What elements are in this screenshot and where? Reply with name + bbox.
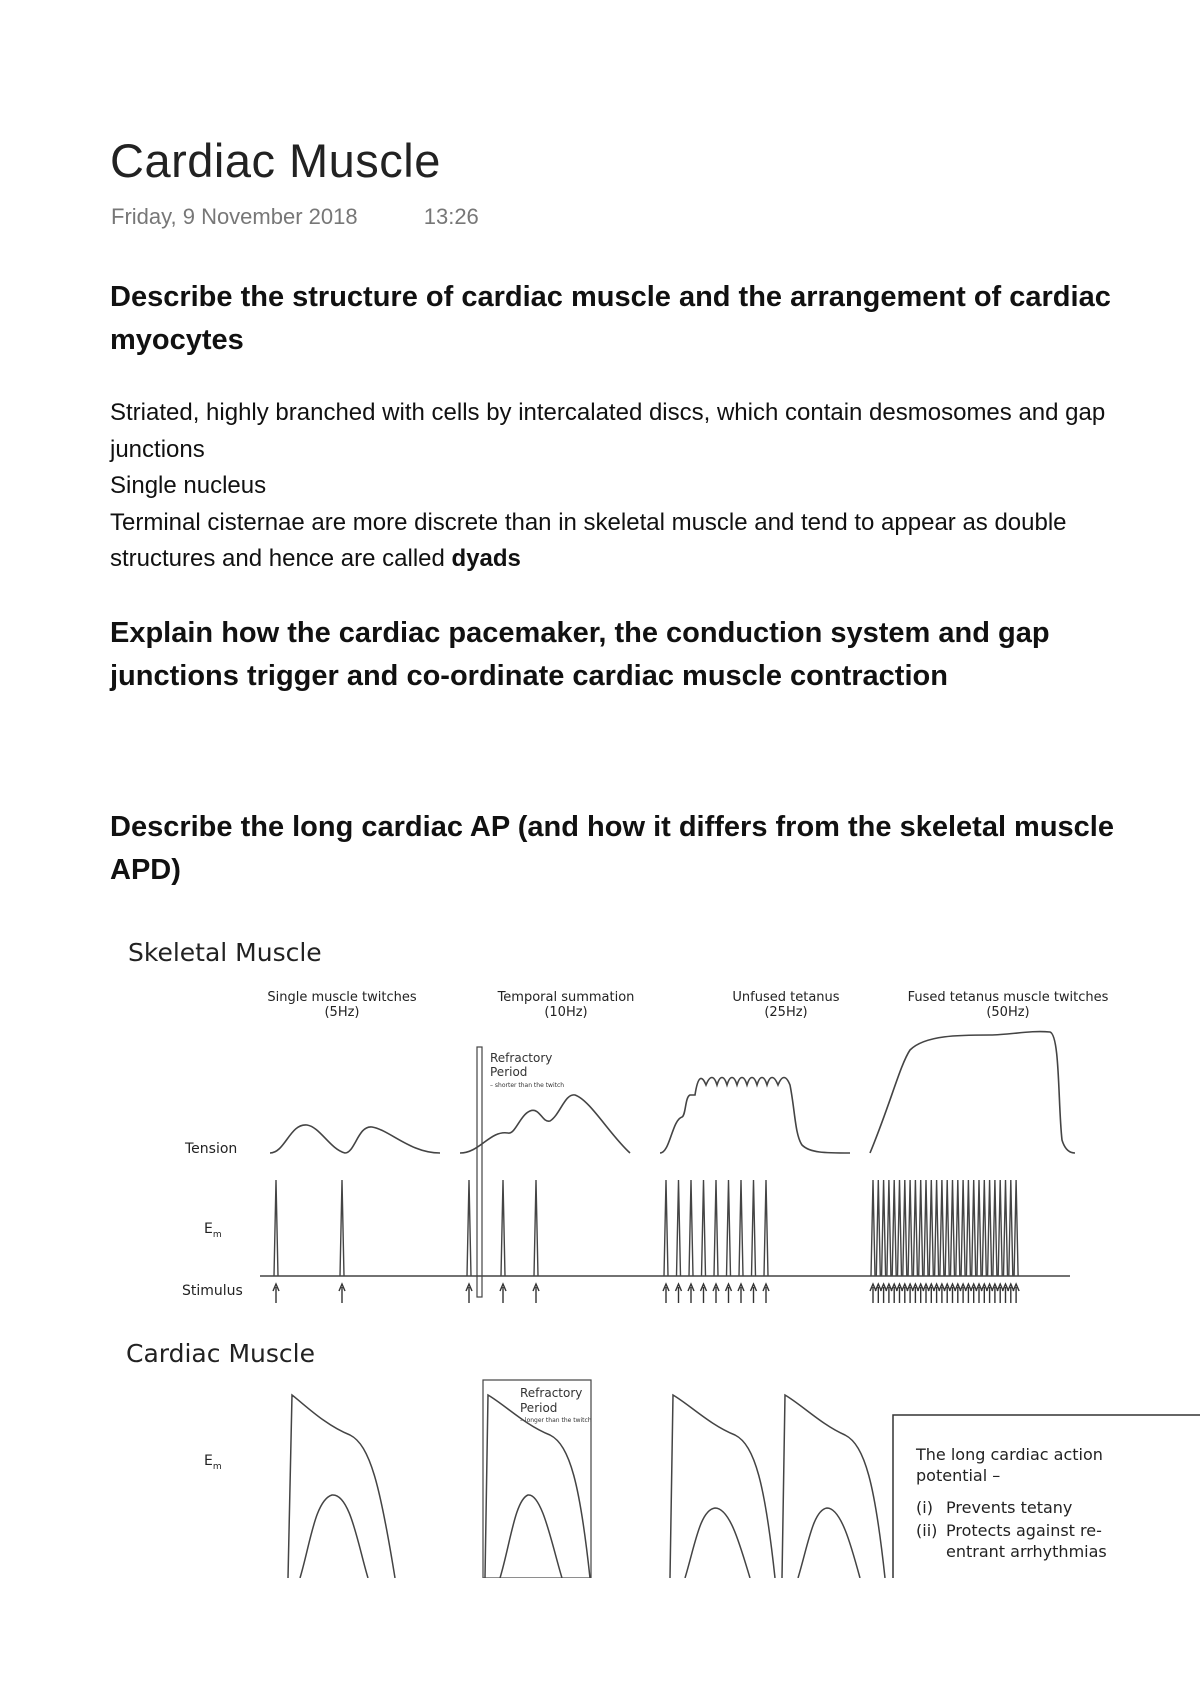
em-letter: E [204, 1221, 213, 1237]
row-label-tension: Tension [185, 1141, 238, 1157]
stimulus-arrow [987, 1284, 993, 1303]
col-title: Single muscle twitches [267, 990, 417, 1005]
note-box-item: Prevents tetany [946, 1498, 1073, 1517]
stimulus-arrow [897, 1284, 903, 1303]
stimulus-arrow [976, 1284, 982, 1303]
note-box-item: entrant arrhythmias [946, 1542, 1107, 1561]
stimulus-arrow [881, 1284, 887, 1303]
stimulus-arrow [870, 1284, 876, 1303]
em-spike [876, 1180, 880, 1276]
em-spike [940, 1180, 944, 1276]
tension-curve-single-twitch [270, 1125, 440, 1153]
stimulus-arrow [923, 1284, 929, 1303]
em-spike [977, 1180, 981, 1276]
em-spike [951, 1180, 955, 1276]
stimulus-arrow [701, 1284, 707, 1303]
skeletal-refractory-box [477, 1047, 482, 1297]
col-freq: (25Hz) [764, 1005, 808, 1020]
structure-notes [110, 395, 1150, 578]
cardiac-ap-curve [782, 1395, 885, 1578]
skeletal-refractory-label: Refractory [490, 1051, 553, 1065]
stimulus-arrow [1008, 1284, 1014, 1303]
em-spike [972, 1180, 976, 1276]
cardiac-twitch-curve [500, 1495, 562, 1578]
stimulus-arrow [886, 1284, 892, 1303]
em-spike [871, 1180, 875, 1276]
em-spike [340, 1180, 344, 1276]
em-spike [988, 1180, 992, 1276]
em-spike [966, 1180, 970, 1276]
skeletal-refractory-note: – shorter than the twitch [490, 1082, 565, 1089]
note-box-line: The long cardiac action [916, 1445, 1103, 1464]
em-spike [467, 1180, 471, 1276]
skeletal-refractory-label: Period [490, 1065, 528, 1079]
em-spike [919, 1180, 923, 1276]
em-spike [1009, 1180, 1013, 1276]
em-spike [924, 1180, 928, 1276]
stimulus-arrow [992, 1284, 998, 1303]
stimulus-arrow [726, 1284, 732, 1303]
note-line: Striated, highly branched with cells by intercalated discs, which contain desmosomes and gap junctions [110, 399, 1106, 463]
cardiac-refractory-label: Period [520, 1401, 558, 1415]
section-heading-structure: Describe the structure of cardiac muscle and the arrangement of cardiac myocytes [110, 281, 1111, 356]
stimulus-arrow [500, 1284, 506, 1303]
cardiac-twitch-curve [798, 1508, 860, 1578]
tension-curve-summation [460, 1095, 630, 1153]
row-label-em [204, 1221, 222, 1240]
page-time: 13:26 [423, 204, 479, 229]
stimulus-arrow [688, 1284, 694, 1303]
em-spike [534, 1180, 538, 1276]
stimulus-arrow [907, 1284, 913, 1303]
col-title: Unfused tetanus [732, 990, 840, 1005]
em-spike [739, 1180, 743, 1276]
em-spike [689, 1180, 693, 1276]
stimulus-arrow [1013, 1284, 1019, 1303]
section-heading-cardiac-ap: Describe the long cardiac AP (and how it differs from the skeletal muscle APD) [110, 811, 1114, 886]
stimulus-arrow [971, 1284, 977, 1303]
em-spike [702, 1180, 706, 1276]
note-text: Terminal cisternae are more discrete than in skeletal muscle and tend to appear as double structures and hence are called [110, 508, 1067, 572]
page-title: Cardiac Muscle [110, 134, 441, 187]
em-spike [887, 1180, 891, 1276]
muscle-ap-figure [110, 925, 1200, 1578]
em-letter: E [204, 1453, 213, 1469]
em-spike [677, 1180, 681, 1276]
em-spike [945, 1180, 949, 1276]
stimulus-arrow [738, 1284, 744, 1303]
section-heading-conduction: Explain how the cardiac pacemaker, the conduction system and gap junctions trigger and co-ordinate cardiac muscle contraction [110, 617, 1050, 692]
stimulus-arrow [663, 1284, 669, 1303]
em-spike [961, 1180, 965, 1276]
note-box-line: potential – [916, 1466, 1001, 1485]
stimulus-arrow [965, 1284, 971, 1303]
col-title: Fused tetanus muscle twitches [907, 990, 1109, 1005]
note-box-item-num: (i) [916, 1498, 933, 1517]
stimulus-arrow [918, 1284, 924, 1303]
stimulus-arrow [939, 1284, 945, 1303]
em-spike [892, 1180, 896, 1276]
stimulus-arrow [955, 1284, 961, 1303]
stimulus-arrow [902, 1284, 908, 1303]
stimulus-arrow [960, 1284, 966, 1303]
em-spike [913, 1180, 917, 1276]
col-title: Temporal summation [497, 990, 635, 1005]
em-spike [982, 1180, 986, 1276]
em-subscript: m [212, 1462, 222, 1472]
col-freq: (50Hz) [986, 1005, 1030, 1020]
stimulus-arrow [928, 1284, 934, 1303]
skeletal-muscle-title: Skeletal Muscle [128, 938, 322, 967]
stimulus-arrow [997, 1284, 1003, 1303]
stimulus-arrow [713, 1284, 719, 1303]
col-freq: (5Hz) [324, 1005, 360, 1020]
em-spikes [274, 1180, 1018, 1276]
em-spike [882, 1180, 886, 1276]
note-box-item-num: (ii) [916, 1521, 938, 1540]
em-spike [903, 1180, 907, 1276]
note-box-item: Protects against re- [946, 1521, 1102, 1540]
stimulus-arrow [1003, 1284, 1009, 1303]
stimulus-arrows [273, 1284, 1019, 1303]
em-spike [664, 1180, 668, 1276]
em-spike [993, 1180, 997, 1276]
note-line [110, 505, 1150, 578]
em-spike [956, 1180, 960, 1276]
tension-curve-fused-tetanus [870, 1032, 1075, 1153]
stimulus-arrow [891, 1284, 897, 1303]
cardiac-refractory-note: – longer than the twitch [520, 1417, 592, 1424]
cardiac-ap-curve [288, 1395, 395, 1578]
em-spike [714, 1180, 718, 1276]
em-spike [727, 1180, 731, 1276]
tension-curve-unfused-tetanus [660, 1078, 850, 1154]
cardiac-muscle-title: Cardiac Muscle [126, 1339, 315, 1368]
page-meta [111, 204, 479, 230]
stimulus-arrow [875, 1284, 881, 1303]
stimulus-arrow [676, 1284, 682, 1303]
em-spike [1004, 1180, 1008, 1276]
stimulus-arrow [466, 1284, 472, 1303]
em-spike [935, 1180, 939, 1276]
dyads-term: dyads [451, 545, 521, 572]
note-box [893, 1415, 1200, 1578]
stimulus-arrow [273, 1284, 279, 1303]
row-label-em-cardiac [204, 1453, 222, 1472]
em-spike [501, 1180, 505, 1276]
stimulus-arrow [339, 1284, 345, 1303]
stimulus-arrow [981, 1284, 987, 1303]
cardiac-refractory-label: Refractory [520, 1386, 583, 1400]
stimulus-arrow [763, 1284, 769, 1303]
page-date: Friday, 9 November 2018 [111, 204, 358, 229]
stimulus-arrow [751, 1284, 757, 1303]
stimulus-arrow [934, 1284, 940, 1303]
stimulus-arrow [533, 1284, 539, 1303]
stimulus-arrow [944, 1284, 950, 1303]
cardiac-ap-curve [670, 1395, 775, 1578]
em-spike [1014, 1180, 1018, 1276]
note-line: Single nucleus [110, 472, 267, 499]
em-spike [929, 1180, 933, 1276]
em-spike [752, 1180, 756, 1276]
em-spike [998, 1180, 1002, 1276]
em-spike [898, 1180, 902, 1276]
em-spike [908, 1180, 912, 1276]
cardiac-twitch-curve [300, 1495, 368, 1578]
em-spike [274, 1180, 278, 1276]
stimulus-arrow [912, 1284, 918, 1303]
cardiac-twitch-curve [685, 1508, 750, 1578]
em-spike [764, 1180, 768, 1276]
row-label-stimulus: Stimulus [182, 1283, 243, 1299]
stimulus-arrow [950, 1284, 956, 1303]
col-freq: (10Hz) [544, 1005, 588, 1020]
em-subscript: m [212, 1230, 222, 1240]
